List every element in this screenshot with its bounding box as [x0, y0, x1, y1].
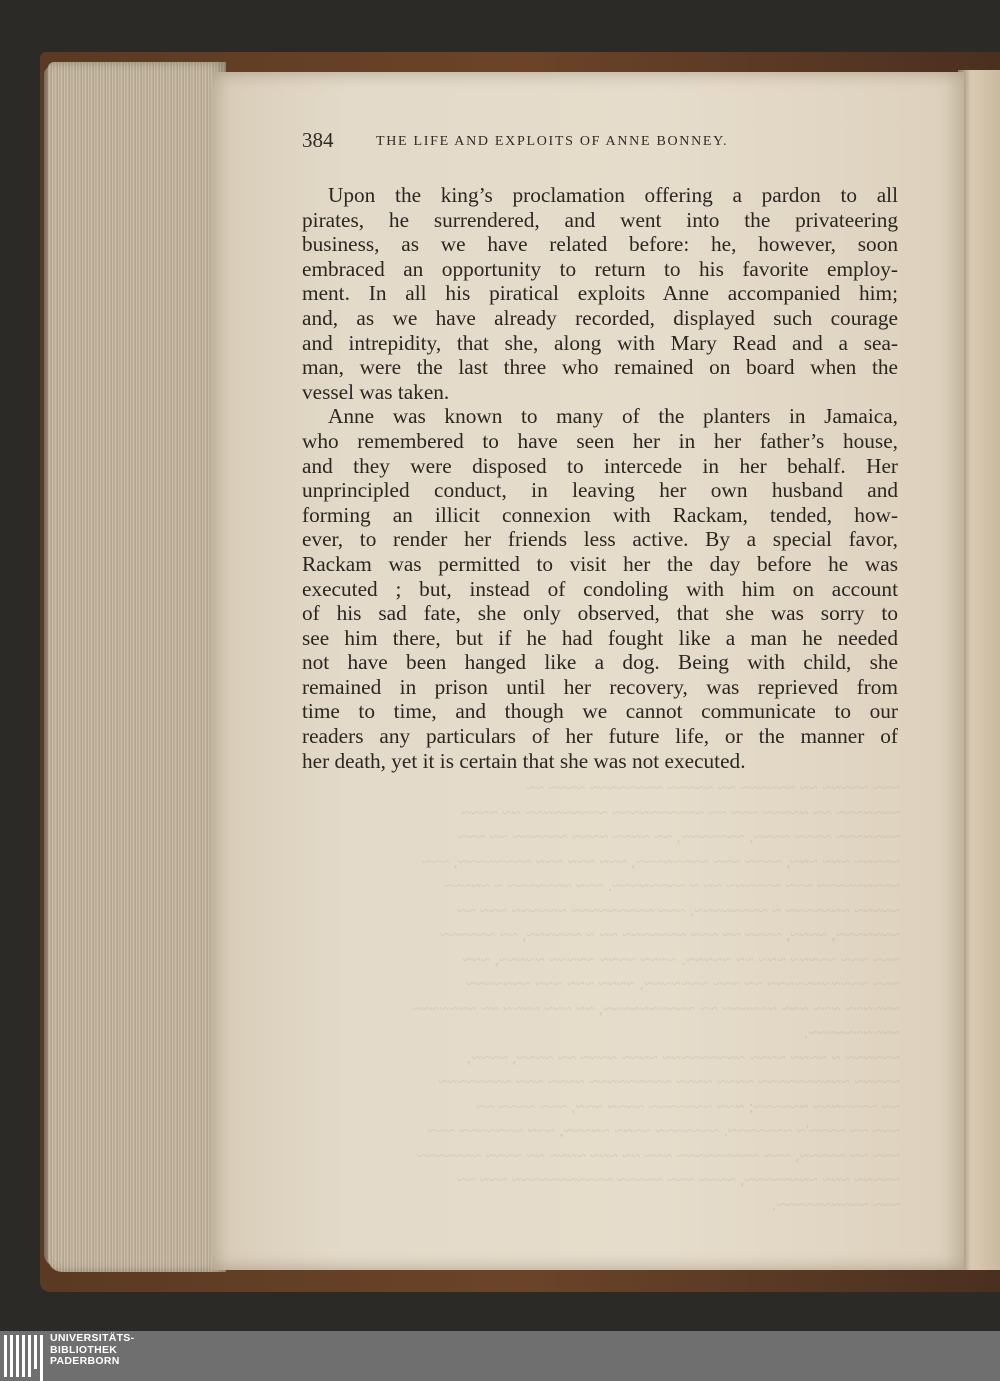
- library-footer-bar: [0, 1331, 1000, 1381]
- library-name-line: BIBLIOTHEK: [50, 1343, 118, 1356]
- text-line: business, as we have related before: he, however, soon: [302, 232, 898, 257]
- text-line: vessel was taken.: [302, 379, 450, 404]
- text-line: ever, to render her friends less active. By a special favor,: [302, 527, 898, 552]
- text-line: forming an illicit connexion with Rackam, tended, how-: [302, 502, 898, 527]
- text-line: man, were the last three who remained on board when the: [302, 355, 898, 380]
- text-line: time to time, and though we cannot communicate to our: [302, 699, 898, 724]
- text-line: unprincipled conduct, in leaving her own husband and: [302, 478, 898, 503]
- text-line: of his sad fate, she only observed, that she was sorry to: [302, 601, 898, 626]
- text-line: her death, yet it is certain that she was not executed.: [302, 748, 746, 773]
- facing-page-edge: [958, 70, 1000, 1270]
- text-line: and, as we have already recorded, displayed such courage: [302, 305, 898, 330]
- text-line: pirates, he surrendered, and went into the privateering: [302, 207, 898, 232]
- page-stack: [48, 62, 226, 1272]
- text-line: readers any particulars of her future life, or the manner of: [302, 724, 898, 749]
- body-text: [302, 183, 898, 773]
- text-line: ment. In all his piratical exploits Anne accompanied him;: [302, 281, 898, 306]
- university-library-logo-icon: [4, 1335, 44, 1377]
- text-line: embraced an opportunity to return to his favorite employ-: [302, 256, 898, 281]
- library-name: [50, 1333, 134, 1368]
- text-line: who remembered to have seen her in her father’s house,: [302, 428, 898, 453]
- page-number: 384: [302, 128, 334, 152]
- text-line: not have been hanged like a dog. Being with child, she: [302, 650, 898, 675]
- library-name-line: UNIVERSITÄTS-: [50, 1332, 135, 1344]
- text-line: Anne was known to many of the planters in Jamaica,: [328, 404, 898, 429]
- text-line: and intrepidity, that she, along with Mary Read and a sea-: [302, 330, 898, 355]
- text-line: executed ; but, instead of condoling with him on account: [302, 576, 898, 601]
- running-title: THE LIFE AND EXPLOITS OF ANNE BONNEY.: [376, 134, 729, 149]
- text-line: Upon the king’s proclamation offering a pardon to all: [328, 183, 898, 207]
- text-line: Rackam was permitted to visit her the day before he was: [302, 551, 898, 576]
- text-line: remained in prison until her recovery, was reprieved from: [302, 674, 898, 699]
- text-line: see him there, but if he had fought like a man he needed: [302, 625, 898, 650]
- library-name-line: PADERBORN: [50, 1355, 120, 1367]
- running-header: [302, 128, 902, 158]
- text-line: and they were disposed to intercede in her behalf. Her: [302, 453, 898, 478]
